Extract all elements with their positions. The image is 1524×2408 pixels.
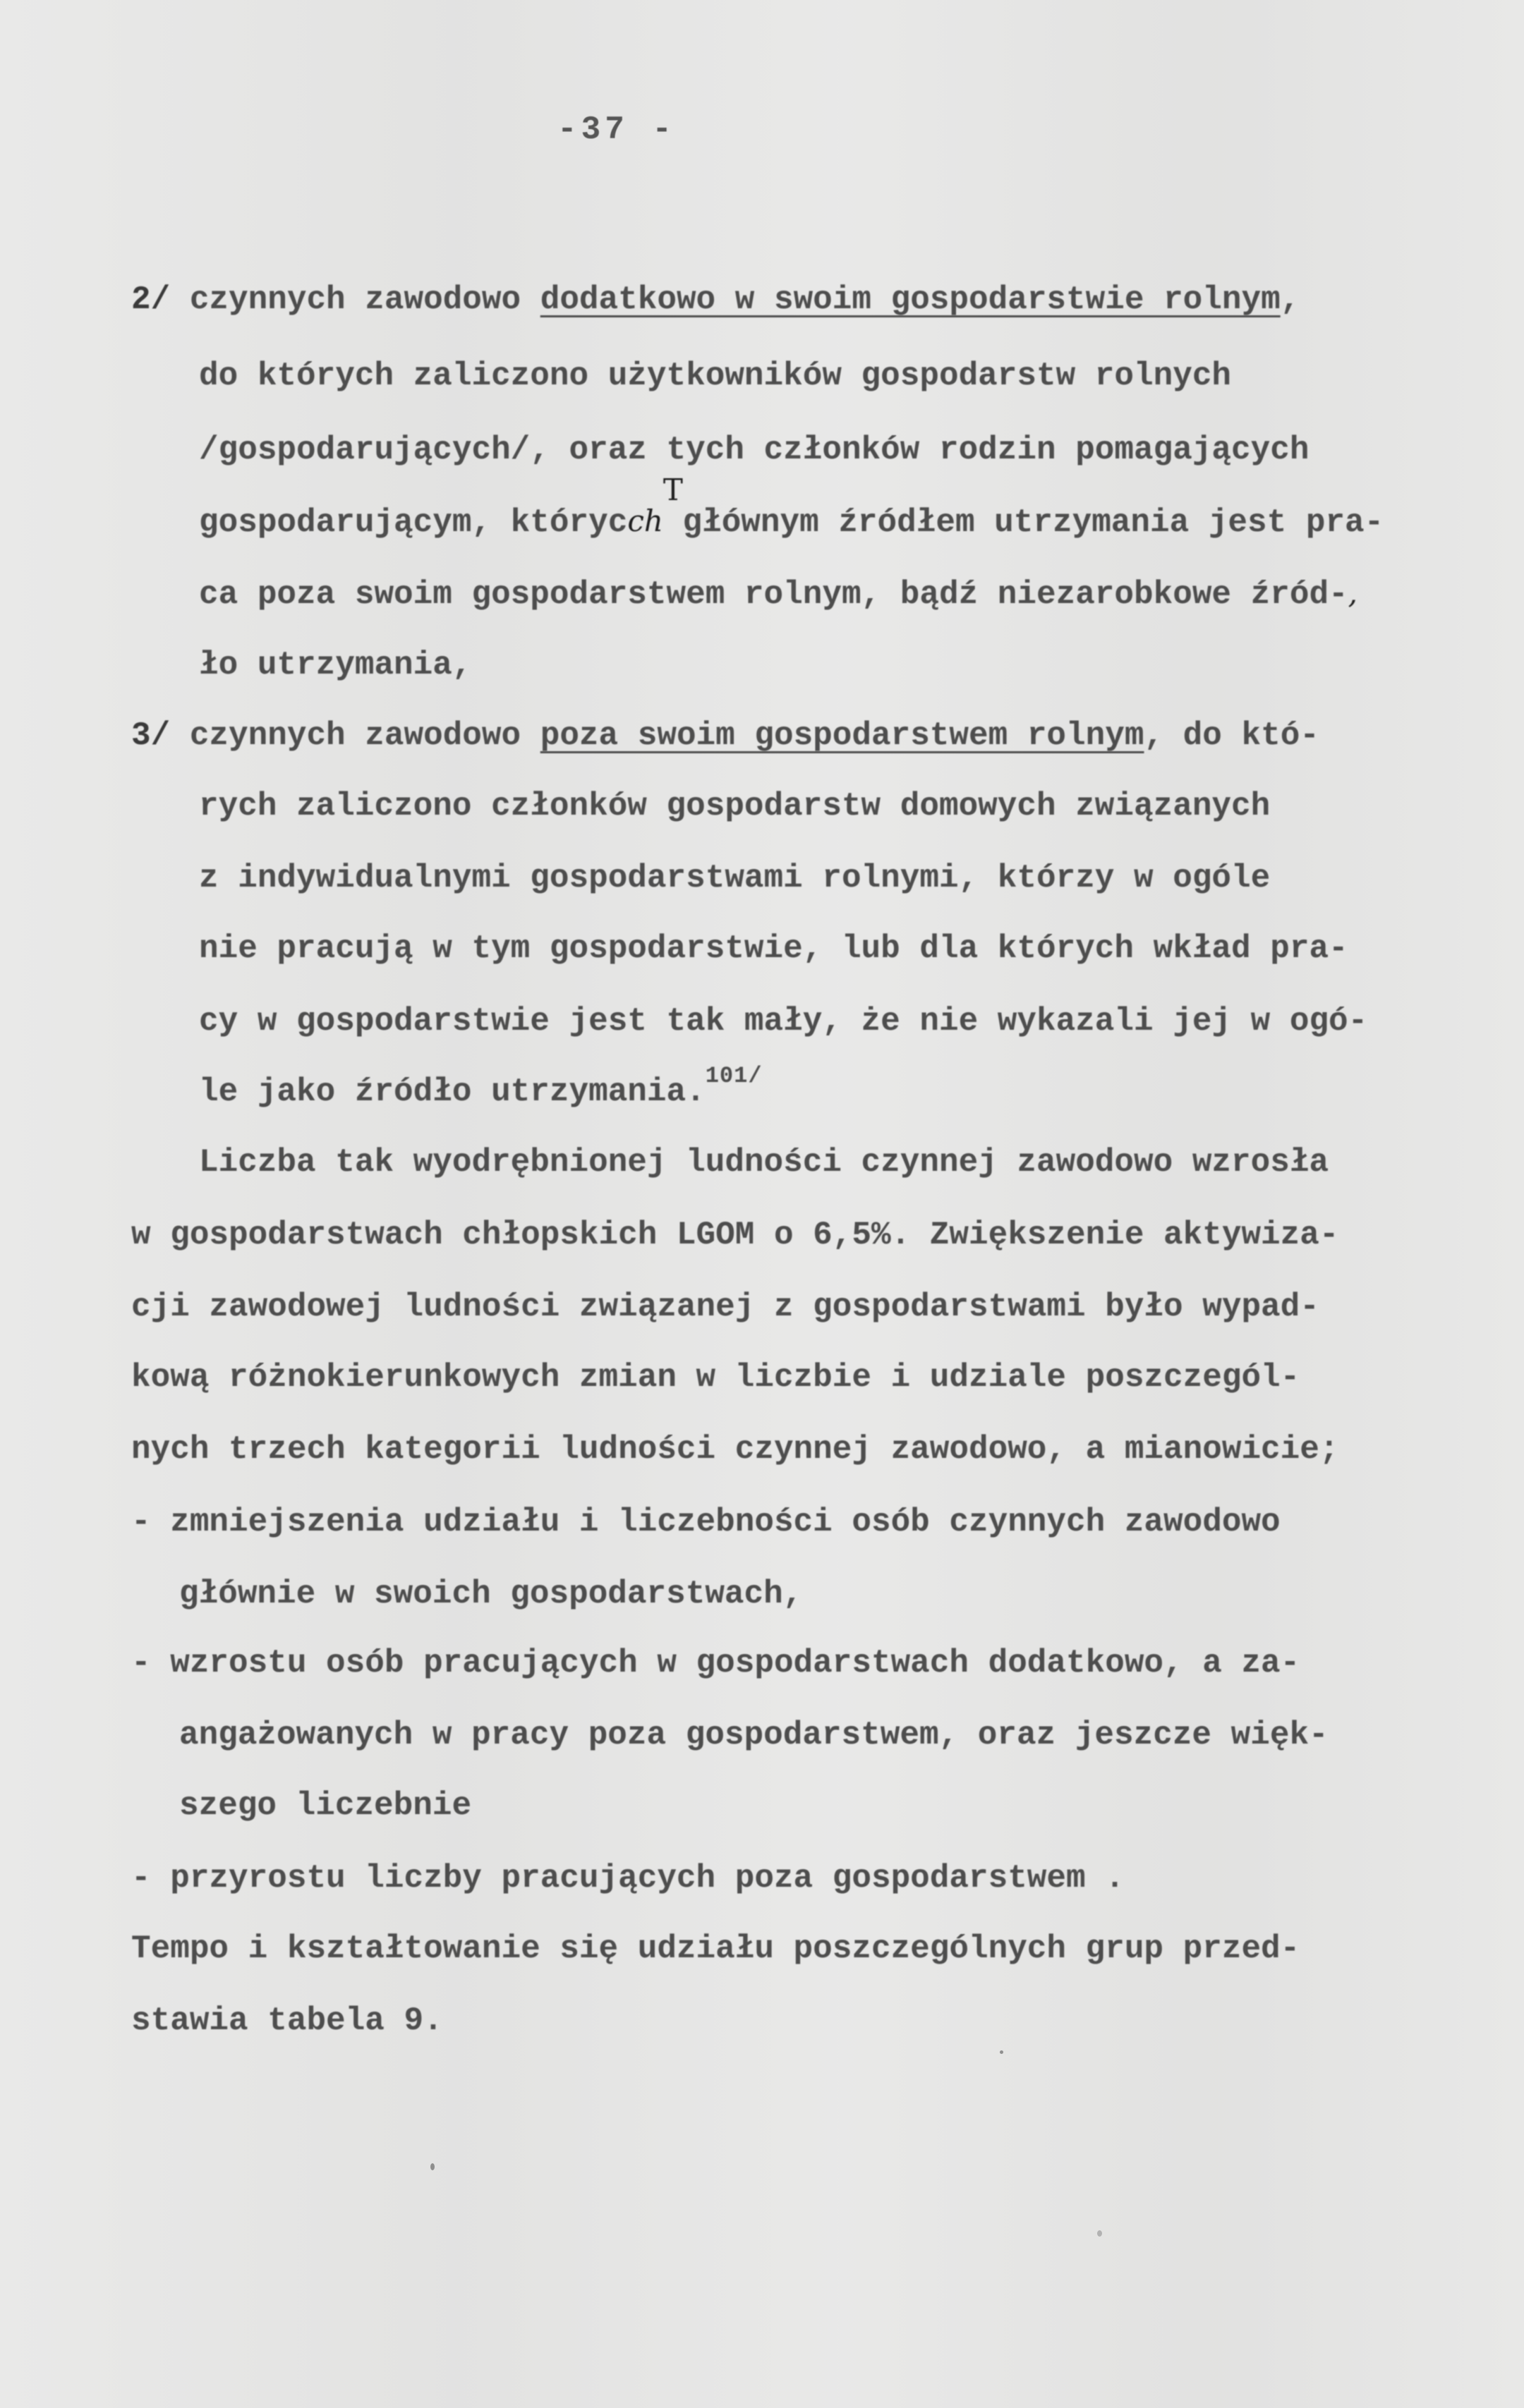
text-segment: ca poza swoim gospodarstwem rolnym, bądź niezarobkowe źród- bbox=[199, 576, 1348, 613]
text-line-1 bbox=[131, 281, 1300, 318]
footnote-reference: 101/ bbox=[705, 1063, 763, 1089]
text-line-25: stawia tabela 9. bbox=[131, 2002, 443, 2039]
text-line-24: Tempo i kształtowanie się udziału poszczególnych grup przed- bbox=[131, 1930, 1300, 1967]
text-segment: , do któ- bbox=[1144, 717, 1319, 754]
text-line-20: - wzrostu osób pracujących w gospodarstwach dodatkowo, a za- bbox=[131, 1645, 1300, 1682]
text-line-11: cy w gospodarstwie jest tak mały, że nie wykazali jej w ogó- bbox=[199, 1003, 1368, 1040]
text-line-19: głównie w swoich gospodarstwach, bbox=[179, 1576, 803, 1612]
text-line-5 bbox=[199, 578, 1357, 611]
text-line-3: /gospodarujących/, oraz tych członków rodzin pomagających bbox=[199, 432, 1310, 468]
text-line-13: Liczba tak wyodrębnionej ludności czynnej zawodowo wzrosła bbox=[199, 1144, 1329, 1181]
page-number: -37 - bbox=[557, 111, 677, 148]
text-segment: głównym źródłem utrzymania jest pra- bbox=[663, 504, 1384, 541]
underlined-phrase: poza swoim gospodarstwem rolnym bbox=[540, 717, 1144, 754]
list-marker-3: 3/ bbox=[131, 717, 171, 754]
text-line-12 bbox=[199, 1063, 763, 1110]
text-line-7 bbox=[131, 719, 1319, 752]
text-line-9: z indywidualnymi gospodarstwami rolnymi, którzy w ogóle bbox=[199, 860, 1271, 896]
paper-speck bbox=[1000, 2050, 1003, 2054]
handwritten-insertion-ch: ch bbox=[627, 504, 663, 538]
text-segment: gospodarującym, któryc bbox=[199, 504, 628, 541]
text-line-8: rych zaliczono członków gospodarstw domowych związanych bbox=[199, 788, 1271, 825]
text-line-21: angażowanych w pracy poza gospodarstwem, oraz jeszcze więk- bbox=[179, 1717, 1329, 1753]
text-line-16: kową różnokierunkowych zmian w liczbie i udziale poszczegól- bbox=[131, 1359, 1300, 1396]
text-line-23: - przyrostu liczby pracujących poza gospodarstwem . bbox=[131, 1860, 1125, 1897]
text-line-18: - zmniejszenia udziału i liczebności osób czynnych zawodowo bbox=[131, 1504, 1281, 1540]
paper-speck bbox=[1097, 2230, 1102, 2237]
text-line-14: w gospodarstwach chłopskich LGOM o 6,5%. Zwiększenie aktywiza- bbox=[131, 1217, 1339, 1253]
text-line-10: nie pracują w tym gospodarstwie, lub dla których wkład pra- bbox=[199, 930, 1348, 967]
text-segment: le jako źródło utrzymania. bbox=[199, 1074, 706, 1110]
paper-speck bbox=[430, 2163, 435, 2170]
text-line-22: szego liczebnie bbox=[179, 1787, 472, 1824]
underlined-phrase: dodatkowo w swoim gospodarstwie rolnym bbox=[540, 281, 1281, 318]
text-line-15: cji zawodowej ludności związanej z gospodarstwami było wypad- bbox=[131, 1289, 1319, 1325]
text-line-2: do których zaliczono użytkowników gospodarstw rolnych bbox=[199, 358, 1232, 394]
text-segment: , bbox=[1280, 281, 1300, 318]
text-line-6: ło utrzymania, bbox=[199, 647, 472, 683]
text-line-4: gospodarującym, którycchT głównym źródłem utrzymania jest pra- bbox=[199, 473, 1384, 541]
text-segment: czynnych zawodowo bbox=[189, 717, 540, 754]
list-marker-2: 2/ bbox=[131, 281, 171, 318]
handwritten-comma: , bbox=[1348, 576, 1358, 610]
text-line-17: nych trzech kategorii ludności czynnej zawodowo, a mianowicie; bbox=[131, 1431, 1339, 1468]
text-segment: czynnych zawodowo bbox=[189, 281, 540, 318]
